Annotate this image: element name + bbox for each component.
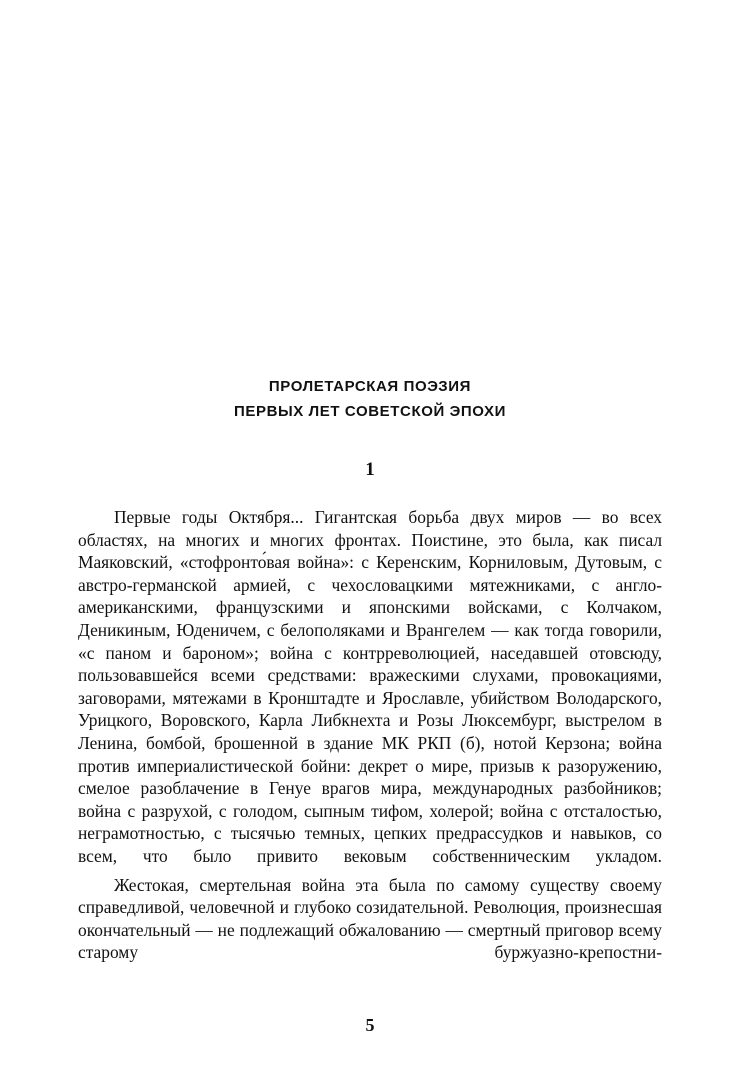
section-number: 1	[365, 459, 375, 480]
paragraph-2: Жестокая, смертельная война эта была по самому существу своему справедливой, человечной и глубоко созидательной. Революция, произнесшая окончательный — не подлежащий обжалованию — смертный приговор всему старому буржуазно-крепостни-	[78, 874, 662, 963]
chapter-title-line-1: ПРОЛЕТАРСКАЯ ПОЭЗИЯ	[268, 378, 472, 395]
chapter-title	[78, 374, 662, 424]
paragraph-1: Первые годы Октября... Гигантская борьба двух миров — во всех областях, на многих и многих фронтах. Поистине, это была, как писал Маяковский, «стофронто́вая война»: с Керенским, Корниловым, Дутовым, с австро-германской армией, с чехословацкими мятежниками, с англо-американскими, французскими и японскими войсками, с Колчаком, Деникиным, Юденичем, с белополяками и Врангелем — как тогда говорили, «с паном и бароном»; война с контрреволюцией, наседавшей отовсюду, пользовавшейся всеми средствами: вражескими слухами, провокациями, заговорами, мятежами в Кронштадте и Ярославле, убийством Володарского, Урицкого, Воровского, Карла Либкнехта и Розы Люксембург, выстрелом в Ленина, бомбой, брошенной в здание МК РКП (б), нотой Керзона; война против империалистической бойни: декрет о мире, призыв к разоружению, смелое разоблачение в Генуе врагов мира, международных разбойников; война с разрухой, с голодом, сыпным тифом, холерой; война с отсталостью, неграмотностью, с тысячью темных, цепких предрассудков и навыков, со всем, что было привито вековым собственническим укладом.	[78, 507, 662, 866]
chapter-title-line-2: ПЕРВЫХ ЛЕТ СОВЕТСКОЙ ЭПОХИ	[233, 403, 506, 420]
book-page	[78, 0, 662, 1080]
body-text	[78, 506, 662, 970]
page-number: 5	[365, 1015, 375, 1035]
